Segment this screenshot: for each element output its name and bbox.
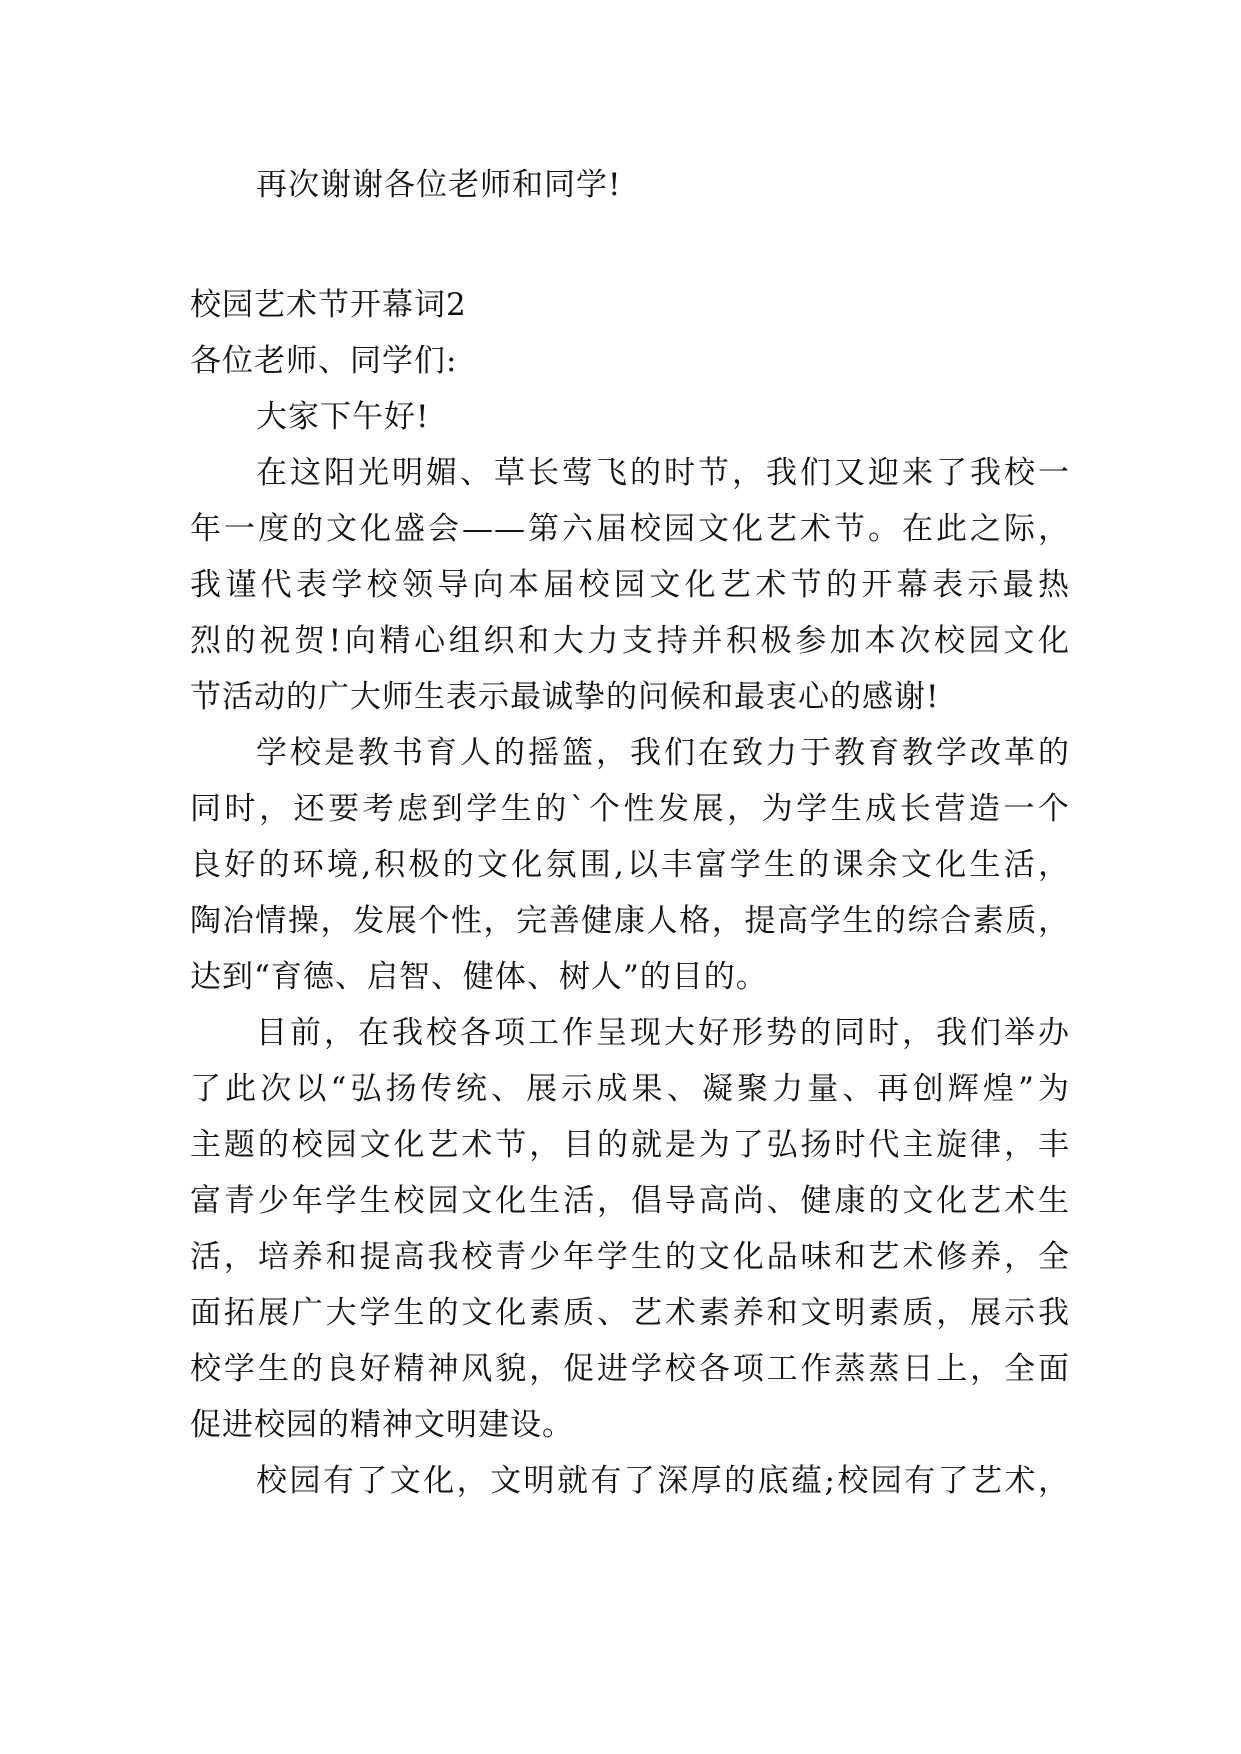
paragraph-3-line-2: 了此次以“弘扬传统、展示成果、凝聚力量、再创辉煌”为 (190, 1071, 1070, 1107)
paragraph-2-line-5: 达到“育德、启智、健体、树人”的目的。 (190, 959, 768, 995)
paragraph-2-line-4: 陶冶情操，发展个性，完善健康人格，提高学生的综合素质， (190, 903, 1070, 939)
closing-line: 再次谢谢各位老师和同学! (256, 167, 622, 203)
paragraph-1-line-4: 烈的祝贺!向精心组织和大力支持并积极参加本次校园文化 (190, 623, 1070, 659)
salutation: 各位老师、同学们: (190, 343, 458, 379)
paragraph-3-line-1: 目前，在我校各项工作呈现大好形势的同时，我们举办 (256, 1015, 1070, 1051)
paragraph-3-line-6: 面拓展广大学生的文化素质、艺术素养和文明素质，展示我 (190, 1295, 1070, 1331)
paragraph-3-line-5: 活，培养和提高我校青少年学生的文化品味和艺术修养，全 (190, 1239, 1070, 1275)
document-title: 校园艺术节开幕词2 (190, 287, 467, 323)
paragraph-1-line-3: 我谨代表学校领导向本届校园文化艺术节的开幕表示最热 (190, 567, 1070, 603)
paragraph-3-line-3: 主题的校园文化艺术节，目的就是为了弘扬时代主旋律，丰 (190, 1127, 1070, 1163)
paragraph-4-line-1: 校园有了文化，文明就有了深厚的底蕴;校园有了艺术， (256, 1463, 1070, 1499)
paragraph-3-line-7: 校学生的良好精神风貌，促进学校各项工作蒸蒸日上，全面 (190, 1351, 1070, 1387)
paragraph-3-line-8: 促进校园的精神文明建设。 (190, 1407, 574, 1443)
paragraph-1-line-5: 节活动的广大师生表示最诚挚的问候和最衷心的感谢! (190, 679, 940, 715)
paragraph-2-line-1: 学校是教书育人的摇篮，我们在致力于教育教学改革的 (256, 735, 1070, 771)
greeting: 大家下午好! (256, 399, 430, 435)
paragraph-1-line-1: 在这阳光明媚、草长莺飞的时节，我们又迎来了我校一 (256, 455, 1070, 491)
paragraph-3-line-4: 富青少年学生校园文化生活，倡导高尚、健康的文化艺术生 (190, 1183, 1070, 1219)
paragraph-2-line-3: 良好的环境,积极的文化氛围,以丰富学生的课余文化生活， (190, 847, 1070, 883)
paragraph-2-line-2: 同时，还要考虑到学生的`个性发展，为学生成长营造一个 (190, 791, 1070, 827)
paragraph-1-line-2: 年一度的文化盛会——第六届校园文化艺术节。在此之际， (190, 511, 1070, 547)
